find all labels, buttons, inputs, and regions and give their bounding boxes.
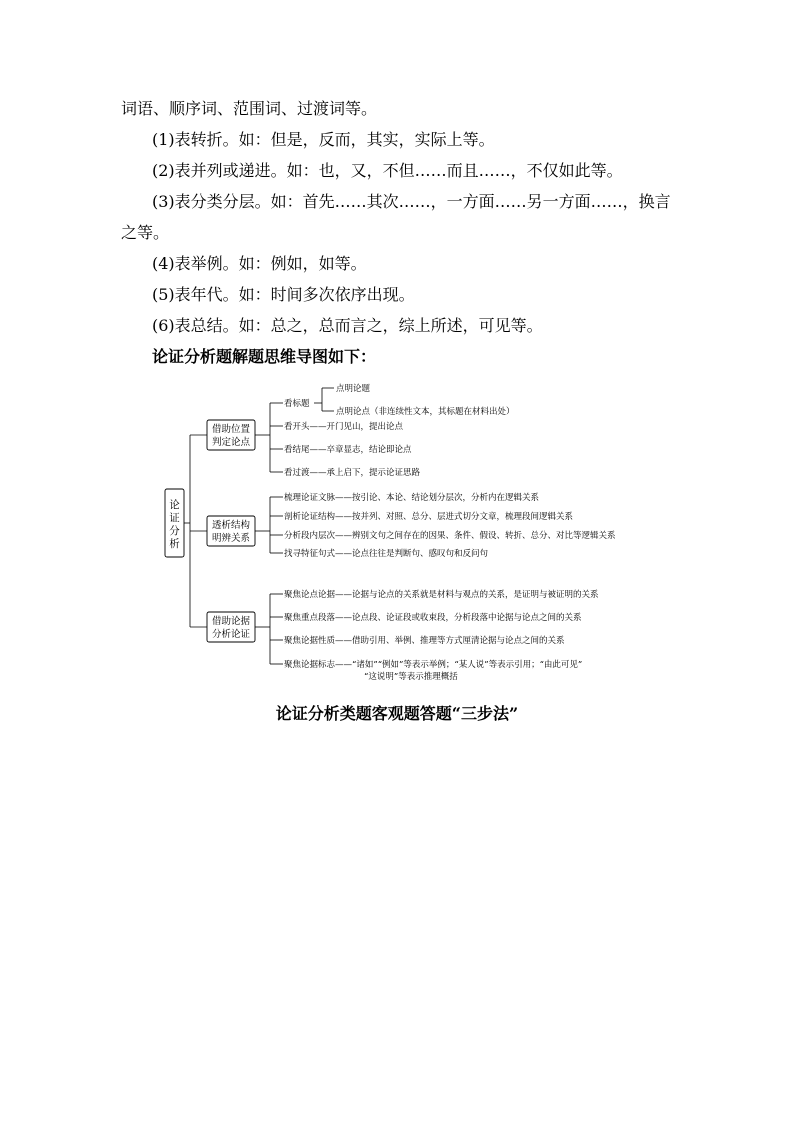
branch-label: 借助论据 <box>211 616 251 627</box>
mindmap-heading: 论证分析题解题思维导图如下： <box>152 347 377 366</box>
intro-line: 词语、顺序词、范围词、过渡词等。 <box>121 99 378 118</box>
mindmap-item-continuation: “这说明”等表示推理概括 <box>364 672 458 682</box>
branch-label: 明辨关系 <box>211 533 251 544</box>
mindmap-item: 分析段内层次——辨别文句之间存在的因果、条件、假设、转折、总分、对比等逻辑关系 <box>284 531 616 541</box>
list-item-continuation: 之等。 <box>121 223 170 242</box>
list-item: (4)表举例。如：例如，如等。 <box>152 254 367 273</box>
mindmap-subitem: 点明论点（非连续性文本，其标题在材料出处） <box>336 407 515 417</box>
mindmap-item: 找寻特征句式——论点往往是判断句、感叹句和反问句 <box>284 549 489 559</box>
list-item: (2)表并列或递进。如：也，又，不但……而且……，不仅如此等。 <box>152 161 623 180</box>
mindmap-item: 看开头——开门见山，提出论点 <box>284 422 404 432</box>
list-item: (5)表年代。如：时间多次依序出现。 <box>152 285 415 304</box>
mindmap-item: 聚焦重点段落——论点段、论证段或收束段，分析段落中论据与论点之间的关系 <box>284 613 582 623</box>
mindmap-item: 看结尾——卒章显志，结论即论点 <box>284 445 412 455</box>
mindmap-item: 聚焦论点论据——论据与论点的关系就是材料与观点的关系，是证明与被证明的关系 <box>284 590 599 600</box>
mindmap-item: 剖析论证结构——按并列、对照、总分、层进式切分文章，梳理段间逻辑关系 <box>284 512 574 522</box>
root-node-char: 证 <box>169 512 180 524</box>
figure-caption: 论证分析类题客观题答题“三步法” <box>275 704 519 723</box>
root-node-char: 分 <box>169 525 180 537</box>
branch-label: 借助位置 <box>211 424 251 435</box>
branch-label: 透析结构 <box>211 520 251 531</box>
mindmap-item: 梳理论证文脉——按引论、本论、结论划分层次，分析内在逻辑关系 <box>284 493 540 503</box>
mindmap-subitem: 点明论题 <box>336 384 371 394</box>
list-item: (1)表转折。如：但是，反而，其实，实际上等。 <box>152 130 495 149</box>
mindmap-item: 聚焦论据标志——“诸如”“例如”等表示举例；“某人说”等表示引用；“由此可见” <box>284 660 583 670</box>
mindmap-item: 聚焦论据性质——借助引用、举例、推理等方式厘清论据与论点之间的关系 <box>284 636 565 646</box>
list-item: (3)表分类分层。如：首先……其次……，一方面……另一方面……，换言 <box>152 192 671 211</box>
branch-label: 判定论点 <box>211 437 251 448</box>
mindmap-item: 看过渡——承上启下，提示论证思路 <box>284 468 421 478</box>
branch-label: 分析论证 <box>211 629 251 640</box>
mindmap-item: 看标题 <box>284 399 310 409</box>
root-node-char: 论 <box>169 499 180 511</box>
list-item: (6)表总结。如：总之，总而言之，综上所述，可见等。 <box>152 316 543 335</box>
root-node-char: 析 <box>169 538 180 550</box>
